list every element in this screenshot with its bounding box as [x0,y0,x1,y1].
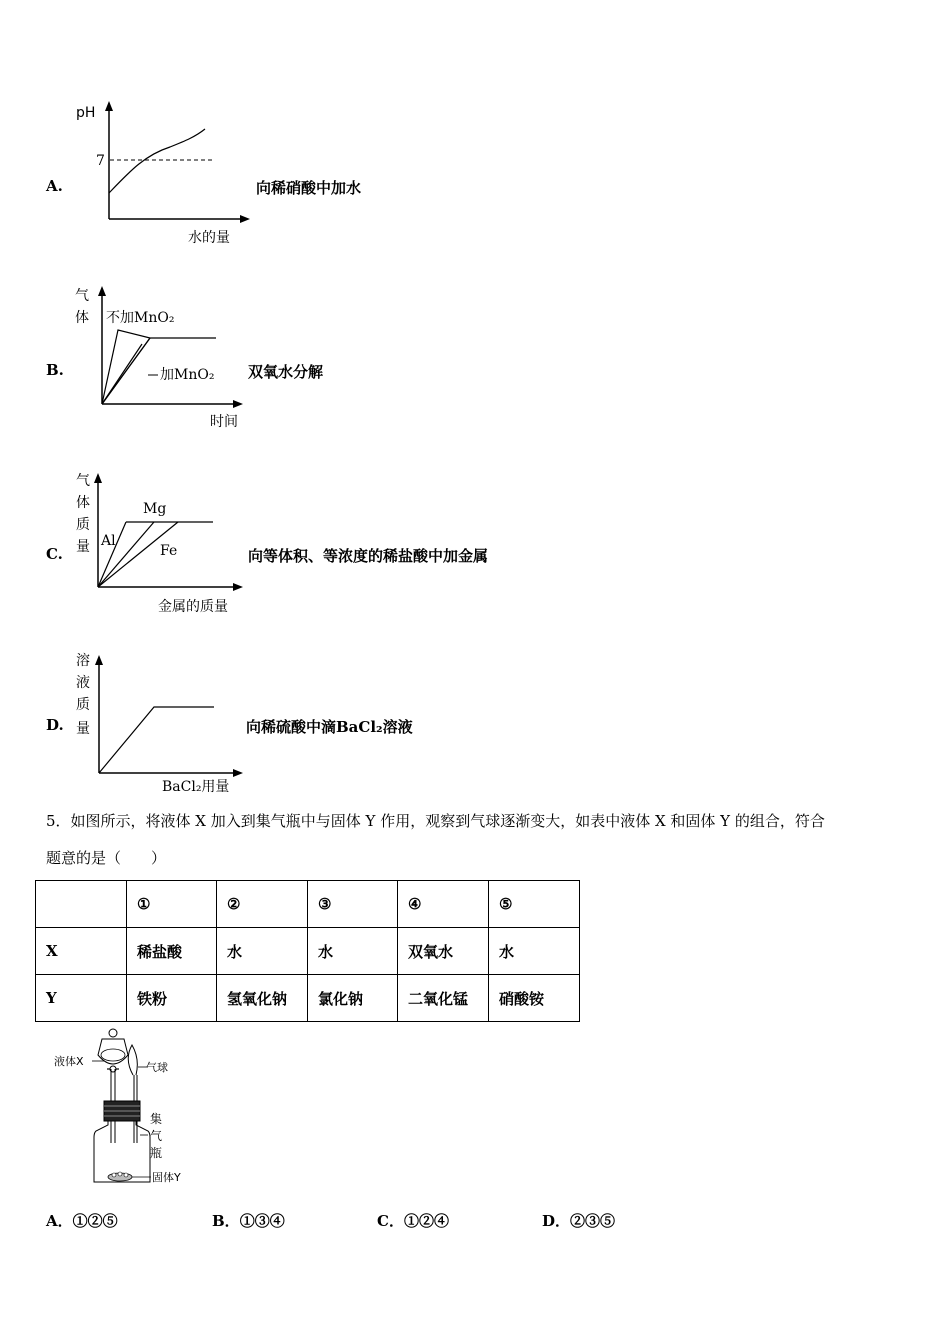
label-balloon: 气球 [146,1061,168,1074]
graph-c-y-label-2: 体 [76,495,90,511]
graph-c-y-label-3: 质 [76,517,90,533]
choice-c-value: ①②④ [403,1212,449,1230]
table-cell: X [36,928,127,975]
table-row [36,975,580,1022]
table-cell: 双氧水 [398,928,489,975]
option-a-description: 向稀硝酸中加水 [256,179,362,197]
table-cell: Y [36,975,127,1022]
graph-b-curve1-label: 不加MnO₂ [106,310,175,326]
graph-c-y-label-1: 气 [76,473,90,489]
apparatus-figure [50,1025,210,1190]
table-cell: 水 [308,928,398,975]
graph-d-y-label-4: 量 [76,721,90,737]
label-liquid-x: 液体X [54,1055,84,1068]
choice-b-value: ①③④ [239,1212,285,1230]
graph-c-label-mg: Mg [143,501,167,517]
label-bottle-3: 瓶 [150,1146,163,1160]
graph-b-curve2-label: 加MnO₂ [160,367,215,383]
graph-c-label-al: Al [101,533,116,549]
graph-b-y-label-2: 体 [75,310,89,326]
option-d-letter: D. [46,716,64,734]
graph-d-y-label-1: 溶 [76,653,90,669]
graph-c-x-label: 金属的质量 [158,599,228,615]
table-cell: ② [217,881,308,928]
table-cell: ① [127,881,217,928]
option-c-description: 向等体积、等浓度的稀盐酸中加金属 [248,547,489,565]
graph-a-x-label: 水的量 [188,230,230,246]
graph-c-label-fe: Fe [160,543,178,559]
label-bottle-1: 集 [150,1112,163,1126]
graph-d-x-label: BaCl₂用量 [162,779,230,795]
choice-d-letter: D． [542,1212,571,1230]
table-cell: 二氧化锰 [398,975,489,1022]
table-cell: 水 [217,928,308,975]
label-solid-y: 固体Y [152,1171,181,1184]
table-row [36,881,580,928]
graph-d [70,645,255,800]
table-cell: ④ [398,881,489,928]
choice-d[interactable] [542,1210,615,1231]
option-c-letter: C. [46,545,63,563]
choice-a[interactable] [46,1210,118,1231]
table-cell [36,881,127,928]
option-b-description: 双氧水分解 [248,363,324,381]
table-row [36,928,580,975]
option-a-letter: A. [46,177,63,195]
choice-c-letter: C． [377,1212,404,1230]
graph-b-x-label: 时间 [210,414,238,430]
table-cell: 铁粉 [127,975,217,1022]
table-cell: 稀盐酸 [127,928,217,975]
graph-c-y-label-4: 量 [76,539,90,555]
choice-b[interactable] [212,1210,285,1231]
graph-a-y-label: pH [76,105,96,121]
option-d-description: 向稀硫酸中滴BaCl₂溶液 [246,718,413,736]
table-cell: 氢氧化钠 [217,975,308,1022]
table-cell: ⑤ [489,881,580,928]
choice-c[interactable] [377,1210,449,1231]
table-cell: ③ [308,881,398,928]
graph-a-y-tick: 7 [96,153,105,169]
choice-a-letter: A． [46,1212,73,1230]
question-5-table [35,880,580,1022]
table-cell: 氯化钠 [308,975,398,1022]
question-5-line-1: 5．如图所示，将液体 X 加入到集气瓶中与固体 Y 作用，观察到气球逐渐变大，如表中液体 X 和固体 Y 的组合，符合 [46,812,825,830]
graph-c [70,465,255,620]
graph-b-y-label-1: 气 [75,288,89,304]
option-b-letter: B. [46,361,64,379]
table-cell: 水 [489,928,580,975]
graph-b [70,280,255,435]
label-bottle-2: 气 [150,1129,163,1143]
graph-d-y-label-3: 质 [76,697,90,713]
graph-d-y-label-2: 液 [76,675,90,691]
choice-b-letter: B． [212,1212,240,1230]
choice-a-value: ①②⑤ [72,1212,118,1230]
table-cell: 硝酸铵 [489,975,580,1022]
graph-a [70,95,255,250]
choice-d-value: ②③⑤ [570,1212,616,1230]
question-5-line-2: 题意的是（ ） [46,849,167,867]
